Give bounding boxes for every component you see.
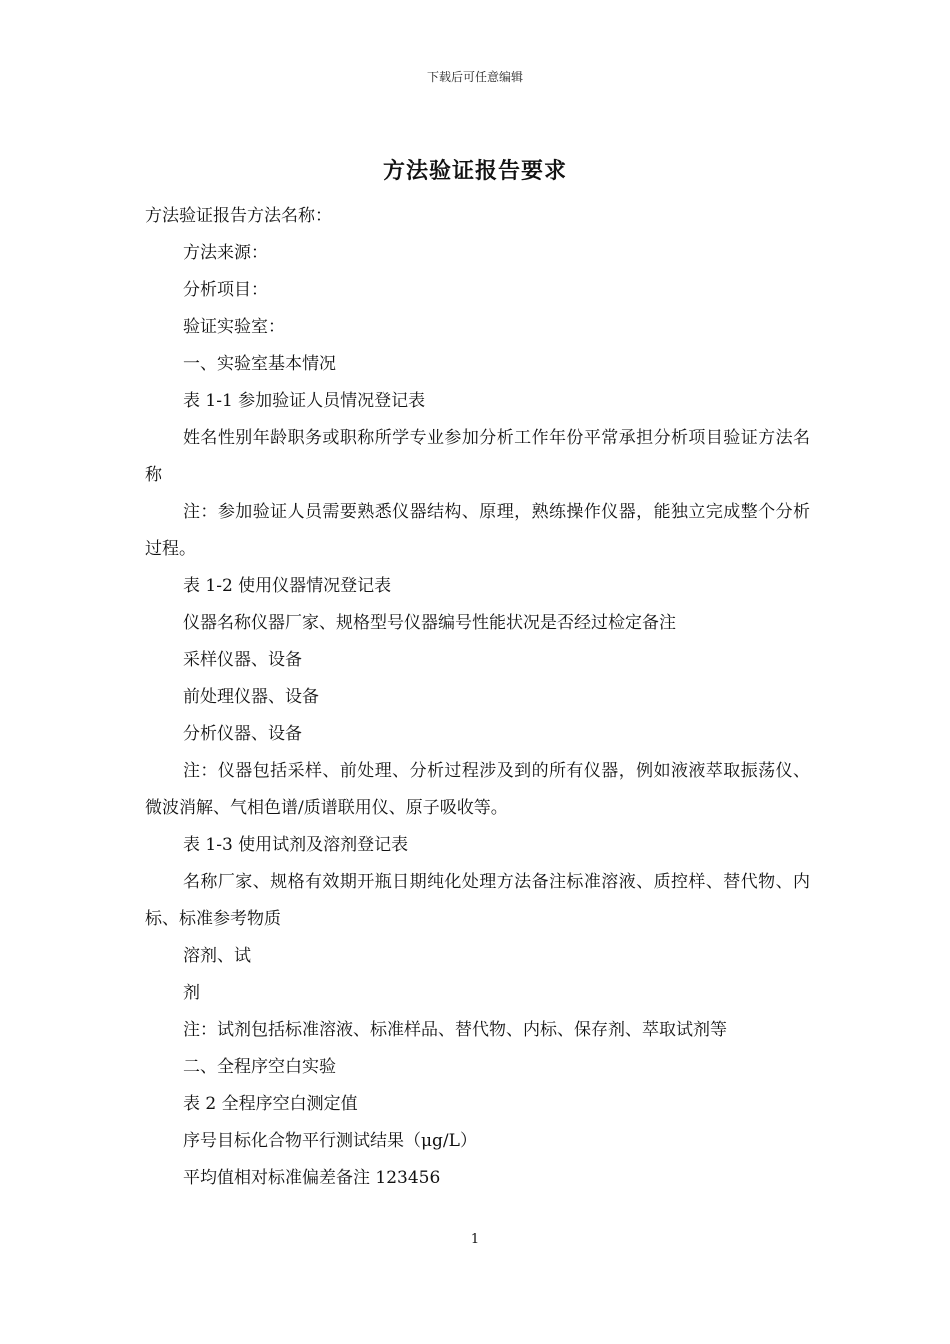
header-note: 下载后可任意编辑 — [426, 70, 523, 84]
paragraph: 平均值相对标准偏差备注 123456 — [183, 1168, 441, 1188]
paragraph: 序号目标化合物平行测试结果（μg/L） — [183, 1131, 477, 1151]
section-heading: 一、实验室基本情况 — [183, 354, 336, 374]
table-caption: 表 1-3 使用试剂及溶剂登记表 — [183, 835, 409, 855]
paragraph: 分析仪器、设备 — [183, 724, 302, 744]
note-paragraph: 注：试剂包括标准溶液、标准样品、替代物、内标、保存剂、萃取试剂等 — [183, 1020, 727, 1040]
paragraph: 验证实验室： — [183, 317, 285, 337]
paragraph: 分析项目： — [183, 280, 268, 300]
table-caption: 表 1-2 使用仪器情况登记表 — [183, 576, 392, 596]
paragraph: 姓名性别年龄职务或职称所学专业参加分析工作年份平常承担分析项目验证方法名称 — [145, 428, 810, 485]
table-caption: 表 2 全程序空白测定值 — [183, 1094, 358, 1114]
page-title: 方法验证报告要求 — [382, 158, 567, 184]
table-caption: 表 1-1 参加验证人员情况登记表 — [183, 391, 426, 411]
paragraph: 仪器名称仪器厂家、规格型号仪器编号性能状况是否经过检定备注 — [183, 613, 676, 633]
note-paragraph: 注：参加验证人员需要熟悉仪器结构、原理，熟练操作仪器，能独立完成整个分析过程。 — [145, 502, 810, 559]
document-body — [145, 198, 810, 1197]
paragraph: 方法来源： — [183, 243, 268, 263]
paragraph: 采样仪器、设备 — [183, 650, 302, 670]
paragraph: 名称厂家、规格有效期开瓶日期纯化处理方法备注标准溶液、质控样、替代物、内标、标准参考物质 — [145, 872, 810, 929]
paragraph: 剂 — [183, 983, 200, 1003]
paragraph: 方法验证报告方法名称： — [145, 206, 332, 226]
section-heading: 二、全程序空白实验 — [183, 1057, 336, 1077]
paragraph: 前处理仪器、设备 — [183, 687, 319, 707]
note-paragraph: 注：仪器包括采样、前处理、分析过程涉及到的所有仪器，例如液液萃取振荡仪、微波消解、气相色谱/质谱联用仪、原子吸收等。 — [145, 761, 810, 818]
paragraph: 溶剂、试 — [183, 946, 251, 966]
page-number: 1 — [470, 1232, 480, 1247]
